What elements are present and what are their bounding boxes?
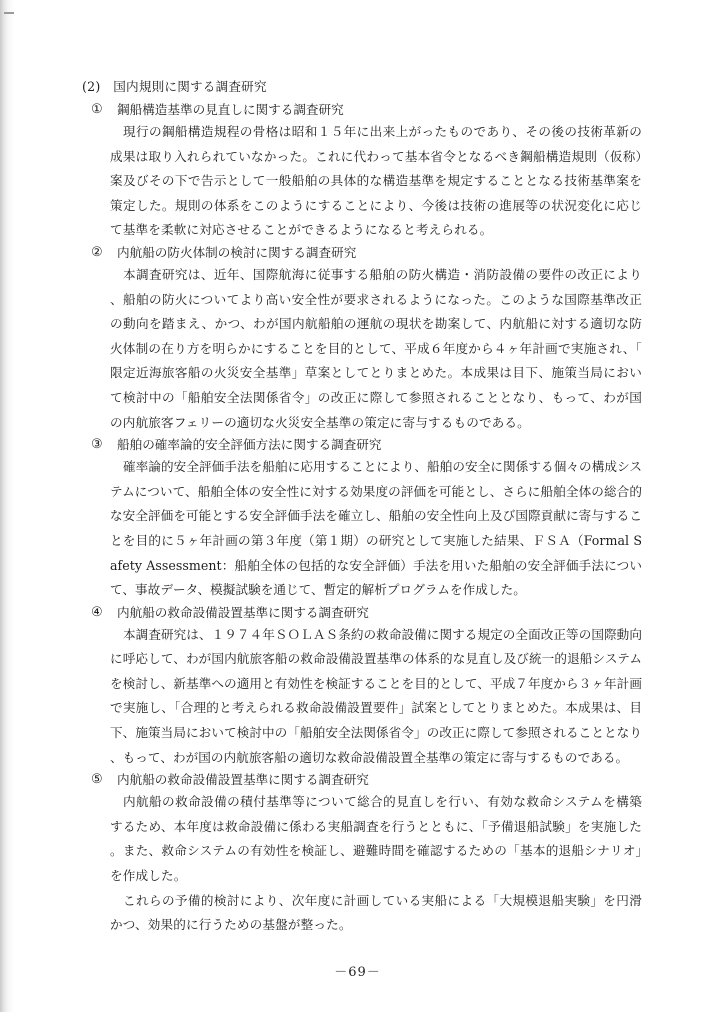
subsection-2 [82,243,642,435]
subsection-number: ③ [91,437,103,453]
document-page [82,78,642,938]
subsection-heading [91,100,642,120]
paragraph: 内航船の救命設備の積付基準等について総合的見直しを行い、有効な救命システムを構築するため、本年度は救命設備に係わる実船調査を行うとともに、「予備退船試験」を実施した。また、救命システムの有効性を検証し、避難時間を確認するための「基本的退船シナリオ」を作成した。 [110,794,642,884]
scan-edge-shadow [0,0,14,1012]
subsection-title: 内航船の救命設備設置基準に関する調査研究 [117,604,369,620]
subsection-5 [82,770,642,938]
page-number: －69－ [334,965,381,980]
paragraph: 現行の鋼船構造規程の骨格は昭和１５年に出来上がったものであり、その後の技術革新の成果は取り入れられていなかった。これに代わって基本省令となるべき鋼船構造規則（仮称）案及びその下で告示として一般船舶の具体的な構造基準を規定することとなる技術基準案を策定した。規則の体系をこのようにすることにより、今後は技術の進展等の状況変化に応じて基準を柔軟に対応させることができるようになると考えられる。 [110,124,642,238]
subsection-number: ④ [91,604,103,620]
scan-corner-mark [4,12,14,14]
subsection-title: 船舶の確率論的安全評価方法に関する調査研究 [117,437,382,453]
subsection-title: 鋼船構造基準の見直しに関する調査研究 [117,102,344,117]
subsection-heading [91,603,642,623]
subsection-heading [91,243,642,263]
paragraph: 本調査研究は、近年、国際航海に従事する船舶の防火構造・消防設備の要件の改正により、船舶の防火についてより高い安全性が要求されるようになった。このような国際基準改正の動向を踏まえ、かつ、わが国内航船舶の運航の現状を勘案して、内航船に対する適切な防火体制の在り方を明らかにすることを目的として、平成６年度から４ヶ年計画で実施され、「限定近海旅客船の火災安全基準」草案としてとりまとめた。本成果は目下、施策当局において検討中の「船舶安全法関係省令」の改正に際して参照されることとなり、もって、わが国の内航旅客フェリーの適切な火災安全基準の策定に寄与するものである。 [110,266,642,430]
paragraph: これらの予備的検討により、次年度に計画している実船による「大規模退船実験」を円滑かつ、効果的に行うための基盤が整った。 [110,892,642,933]
subsection-number: ① [91,102,103,117]
subsection-title: 内航船の防火体制の検討に関する調査研究 [117,244,357,260]
section-heading: (2) 国内規則に関する調査研究 [82,79,267,94]
paragraph: 本調査研究は、１９７４年ＳＯＬＡＳ条約の救命設備に関する規定の全面改正等の国際動向に呼応して、わが国内航旅客船の救命設備設置基準の体系的な見直し及び統一的退船システムを検討し、新基準への適用と有効性を検証することを目的として、平成７年度から３ヶ年計画で実施し、「合理的と考えられる救命設備設置要件」試案としてとりまとめた。本成果は、目下、施策当局において検討中の「船舶安全法関係省令」の改正に際して参照されることとなり、もって、わが国の内航旅客船の適切な救命設備設置全基準の策定に寄与するものである。 [110,626,642,765]
subsection-number: ② [91,244,103,260]
subsection-heading [91,770,642,790]
subsection-1 [82,100,642,243]
subsection-3 [82,435,642,603]
paragraph: 確率論的安全評価手法を船舶に応用することにより、船舶の安全に関係する個々の構成システムについて、船舶全体の安全性に対する効果度の評価を可能とし、さらに船舶全体の総合的な安全評価を可能とする安全評価手法を確立し、船舶の安全性向上及び国際貢献に寄与することを目的に５ヶ年計画の第３年度（第１期）の研究として実施した結果、ＦＳＡ（Formal Safety Assessment：船舶全体の包括的な安全評価）手法を用いた船舶の安全評価手法について、事故データ、模擬試験を通じて、暫定的解析プログラムを作成した。 [110,459,642,598]
subsection-4 [82,603,642,771]
subsection-number: ⑤ [91,772,103,788]
subsection-title: 内航船の救命設備設置基準に関する調査研究 [117,772,369,788]
subsection-heading [91,435,642,455]
